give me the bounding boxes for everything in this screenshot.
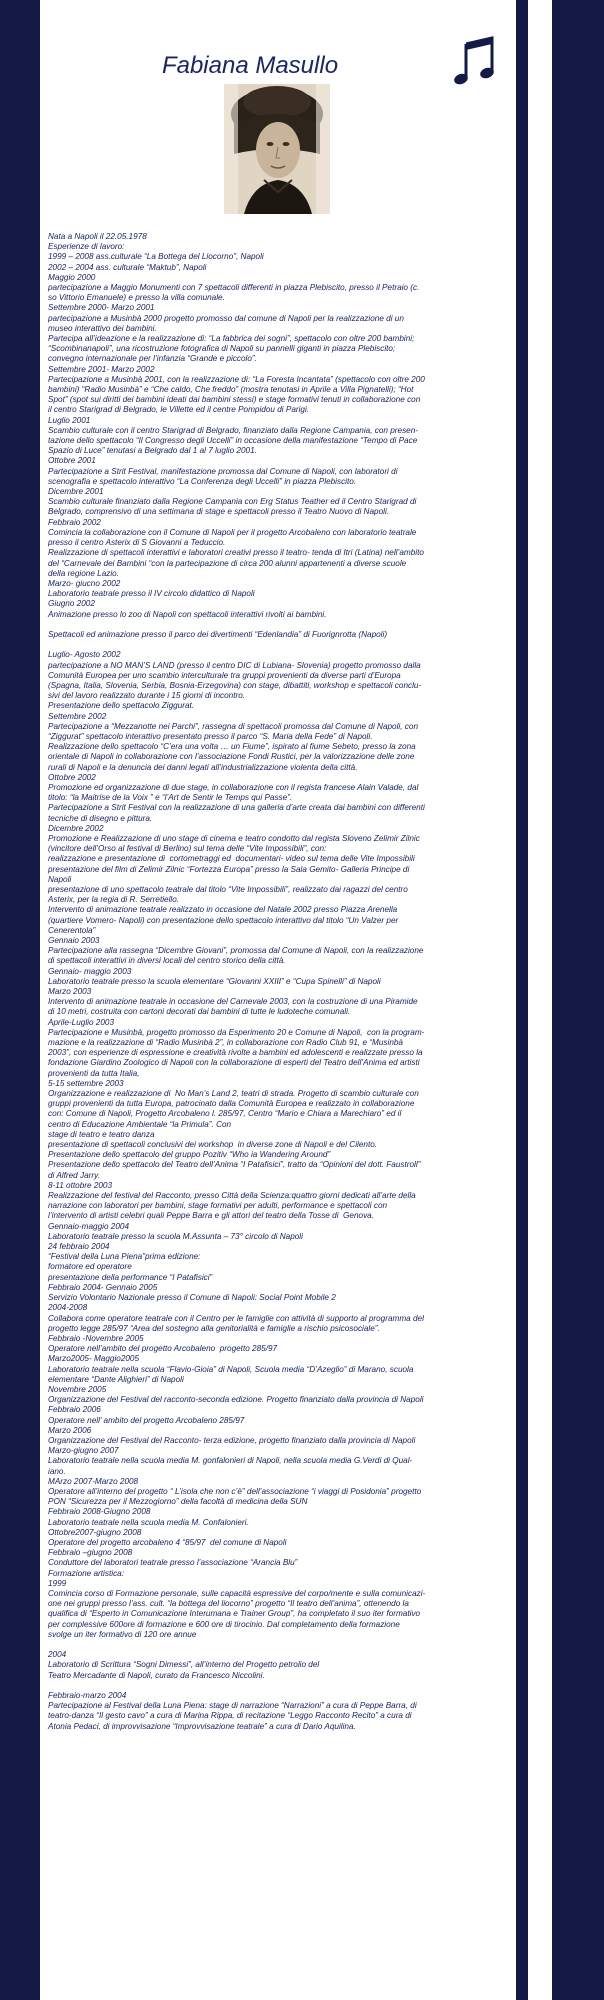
cv-line: progetto legge 285/97 “Area del sostegno alla genitorialità e famiglie a rischio psicosociale”. bbox=[48, 1323, 380, 1333]
cv-line: Febbraio 2004- Gennaio 2005 bbox=[48, 1282, 158, 1292]
cv-line: Realizzazione di spettacoli interattivi e laboratori creativi presso il teatro- tenda di Itri (Latina) nell’ambito bbox=[48, 548, 424, 558]
cv-line: Febbraio 2002 bbox=[48, 517, 101, 527]
cv-line: convegno internazionale per l’infanzia “Grande e piccolo”. bbox=[48, 354, 257, 364]
cv-line: Partecipazione a Strit Festival, manifestazione promossa dal Comune di Napoli, con laboratori di bbox=[48, 466, 398, 476]
page-title: Fabiana Masullo bbox=[161, 52, 339, 79]
cv-line: Presentazione dello spettacolo del Teatro dell’Anima “I Patafisici”, tratto da “Opinioni del dott. Faustroll” bbox=[48, 1160, 421, 1170]
cv-line: presentazione del film di Zelimir Zilnic “Fortezza Europa” presso la Sala Gemito- Galleria Principe di bbox=[48, 864, 410, 874]
cv-line: per complessive 600ore di formazione e 600 ore di tirocinio. Dal completamento della formazione bbox=[48, 1619, 400, 1629]
cv-line: bambini) “Radio Musinbà” e “Che caldo, Che freddo” (mostra tenutasi in Aprile a Villa Pignatelli); “Hot bbox=[48, 385, 414, 395]
cv-line: 2002 – 2004 ass. culturale “Maktub”, Napoli bbox=[48, 262, 207, 272]
cv-line: Aprile-Luglio 2003 bbox=[48, 1017, 114, 1027]
cv-line: della regione Lazio. bbox=[48, 568, 120, 578]
cv-line: partecipazione a NO MAN’S LAND (presso il centro DIC di Lubiana- Slovenia) progetto promosso dalla bbox=[48, 660, 421, 670]
cv-line: qualifica di “Esperto in Comunicazione Interumana e Trainer Group”, ha completato il suo iter formativo bbox=[48, 1609, 421, 1619]
cv-line: Partecipa all’ideazione e la realizzazione di: “La fabbrica dei sogni”, spettacolo con oltre 200 bambini; bbox=[48, 334, 415, 344]
cv-line: 2004-2008 bbox=[48, 1303, 88, 1313]
cv-line: (quartiere Vomero- Napoli) con presentazione dello spettacolo interattivo dal titolo “Un Valzer per bbox=[48, 915, 399, 925]
cv-line: Laboratorio teatrale presso il IV circolo didattico di Napoli bbox=[48, 589, 255, 599]
cv-line: Laboratorio teatrale presso la scuola elementare “Giovanni XXIII” e “Cupa Spinelli” di Napoli bbox=[48, 976, 381, 986]
cv-line: del “Carnevale dei Bambini “con la partecipazione di circa 200 alunni appartenenti a diverse scuole bbox=[48, 558, 407, 568]
cv-line: Laboratorio teatrale nella scuola media M. Confalonieri. bbox=[48, 1517, 249, 1527]
cv-line: Novembre 2005 bbox=[48, 1384, 107, 1394]
cv-line: Esperienze di lavoro: bbox=[48, 242, 125, 252]
cv-line: Napoli bbox=[48, 874, 72, 884]
cv-line: Operatore nell’ambito del progetto Arcobaleno progetto 285/97 bbox=[48, 1344, 278, 1354]
cv-line: Operatore nell’ ambito del progetto Arcobaleno 285/97 bbox=[48, 1415, 245, 1425]
cv-line: Settembre 2000- Marzo 2001 bbox=[48, 303, 155, 313]
cv-line: 2004 bbox=[48, 1650, 67, 1660]
cv-line: elementare “Dante Alighieri” di Napoli bbox=[48, 1374, 184, 1384]
cv-line: tazione dello spettacolo “Il Congresso degli Uccelli” in occasione della manifestazione “Tempo di Pace bbox=[48, 436, 418, 446]
blank-line bbox=[48, 1681, 508, 1691]
cv-line: presso il centro Asterix di S Giovanni a Teduccio. bbox=[48, 538, 226, 548]
cv-line: Organizzazione e realizzazione di No Man’s Land 2, teatri di strada. Progetto di scambio culturale con bbox=[48, 1089, 419, 1099]
cv-line: orientale di Napoli in collaborazione con l’associazione Fondi Rustici, per la valorizzazione delle zone bbox=[48, 752, 415, 762]
cv-line: Promozione ed organizzazione di due stage, in collaborazione con il regista francese Alain Valade, dal bbox=[48, 782, 419, 792]
cv-line: Febbraio 2008-Giugno 2008 bbox=[48, 1507, 151, 1517]
cv-line: Marzo2005- Maggio2005 bbox=[48, 1354, 140, 1364]
cv-line: Giugno 2002 bbox=[48, 599, 95, 609]
cv-line: Intervento di animazione teatrale realizzato in occasione del Natale 2002 presso Piazza Arenella bbox=[48, 905, 398, 915]
cv-line: Laboratorio teatrale nella scuola media M. gonfalonieri di Napoli, nella scuola media G.Verdi di Qual- bbox=[48, 1456, 413, 1466]
cv-line: Ottobre2007-giugno 2008 bbox=[48, 1527, 142, 1537]
cv-line: MArzo 2007-Marzo 2008 bbox=[48, 1476, 139, 1486]
cv-line: Nata a Napoli il 22.05.1978 bbox=[48, 232, 147, 241]
cv-line: Comincia corso di Formazione personale, sulle capacità espressive del corpo/mente e sulla comunicazi- bbox=[48, 1588, 426, 1598]
music-note-icon bbox=[452, 34, 498, 88]
cv-line: presentazione della performance “I Patafisici” bbox=[48, 1272, 213, 1282]
cv-line: svolge un iter formativo di 120 ore annue bbox=[48, 1629, 197, 1639]
cv-line: Comunità Europea per uno scambio interculturale tra gruppi provenienti da diverse parti d’Europa bbox=[48, 670, 401, 680]
cv-line: realizzazione e presentazione di cortometraggi ed documentari- video sul tema delle Vite Impossibili bbox=[48, 854, 415, 864]
cv-line: Laboratorio di Scrittura “Sogni Dimessi”, all’interno del Progetto petrolio del bbox=[48, 1660, 320, 1670]
cv-line: Marzo-giugno 2007 bbox=[48, 1446, 119, 1456]
cv-line: Operatore all’interno del progetto “ L’isola che non c’è” dell’associazione “i viaggi di Posidonia” progetto bbox=[48, 1486, 422, 1496]
portrait-photo bbox=[224, 84, 330, 214]
cv-line: Partecipazione e Musinbà, progetto promosso da Esperimento 20 e Comune di Napoli, con la program- bbox=[48, 1027, 425, 1037]
cv-line: 5-15 settembre 2003 bbox=[48, 1078, 124, 1088]
cv-line: Luglio 2001 bbox=[48, 415, 91, 425]
left-border-bar bbox=[0, 0, 40, 2000]
cv-line: Scambio culturale finanziato dalla Regione Campania con Erg Status Teather ed il Centro Starigrad di bbox=[48, 497, 417, 507]
cv-line: Comincia la collaborazione con il Comune di Napoli per il progetto Arcobaleno con laboratorio teatrale bbox=[48, 527, 417, 537]
cv-line: Teatro Mercadante di Napoli, curato da Francesco Niccolini. bbox=[48, 1670, 265, 1680]
cv-line: rurali di Napoli e la denuncia dei danni legati all’industrializzazione violenta della città. bbox=[48, 762, 358, 772]
cv-line: Ottobre 2002 bbox=[48, 772, 96, 782]
cv-line: 2003”, con esperienze di espressione e creatività rivolte a bambini ed adolescenti e realizzate presso la bbox=[48, 1048, 423, 1058]
cv-line: Collabora come operatore teatrale con il Centro per le famiglie con attività di supporto al programma del bbox=[48, 1313, 424, 1323]
cv-line: Spot” (spot sui diritti dei bambini ideati dai bambini stessi) e stage formativi tenuti in collaborazione con bbox=[48, 395, 421, 405]
cv-line: gruppi provenienti da tutta Europa, patrocinato dalla Comunità Europea e realizzato in collaborazione bbox=[48, 1099, 415, 1109]
cv-line: 1999 – 2008 ass.culturale “La Bottega del Liocorno”, Napoli bbox=[48, 252, 264, 262]
cv-line: Asterix, per la regia di R. Serretiello. bbox=[48, 895, 180, 905]
blank-line bbox=[48, 640, 508, 650]
cv-line: iano. bbox=[48, 1466, 66, 1476]
cv-line: Maggio 2000 bbox=[48, 272, 96, 282]
cv-line: Febbraio -Novembre 2005 bbox=[48, 1333, 144, 1343]
cv-line: Formazione artistica: bbox=[48, 1568, 124, 1578]
cv-text bbox=[48, 232, 508, 1732]
cv-line: Organizzazione del Festival del racconto-seconda edizione. Progetto finanziato dalla provincia di Napoli bbox=[48, 1395, 424, 1405]
cv-line: formatore ed operatore bbox=[48, 1262, 132, 1272]
cv-line: teatro-danza “Il gesto cavo” a cura di Marina Rippa, di recitazione “Leggo Racconto Recito” a cura di bbox=[48, 1711, 412, 1721]
cv-line: fondazione Giardino Zoologico di Napoli con la collaborazione di esperti del Teatro dell’Anima ed artisti bbox=[48, 1058, 420, 1068]
cv-line: Marzo- giucno 2002 bbox=[48, 578, 121, 588]
cv-line: partecipazione a Musinbà 2000 progetto promosso dal comune di Napoli per la realizzazione di un bbox=[48, 313, 404, 323]
cv-line: Presentazione dello spettacolo Ziggurat. bbox=[48, 701, 195, 711]
cv-line: Laboratorio teatrale nella scuola “Flavio-Gioia” di Napoli, Scuola media “D’Azeglio” di Marano, scuola bbox=[48, 1364, 414, 1374]
cv-line: 24 febbraio 2004 bbox=[48, 1242, 110, 1252]
cv-line: Animazione presso lo zoo di Napoli con spettacoli interattivi rivolti ai bambini. bbox=[48, 609, 327, 619]
cv-line: il centro Starigrad di Belgrado, le Villette ed il centre Pompidou di Parigi. bbox=[48, 405, 310, 415]
cv-line: “Scombinanapoli”, una ricostruzione fotografica di Napoli su pannelli giganti in piazza Plebiscito; bbox=[48, 344, 396, 354]
cv-line: Gennaio-maggio 2004 bbox=[48, 1221, 130, 1231]
cv-line: stage di teatro e teatro danza bbox=[48, 1129, 155, 1139]
cv-line: Laboratorio teatrale presso la scuola M.Assunta – 73° circolo di Napoli bbox=[48, 1231, 303, 1241]
cv-line: “Festival della Luna Piena”prima edizione: bbox=[48, 1252, 201, 1262]
cv-line: centro di Educazione Ambientale “la Primula”. Con bbox=[48, 1119, 232, 1129]
cv-line: narrazione con laboratori per bambini, stage formativi per adulti, performance e spettacoli con bbox=[48, 1201, 388, 1211]
cv-line: Servizio Volontario Nazionale presso il Comune di Napoli: Social Point Mobile 2 bbox=[48, 1293, 336, 1303]
cv-line: di 10 metri, costruita con cartoni decorati dai bambini di tutte le ludoteche comunali. bbox=[48, 1007, 351, 1017]
cv-line: “Ziggurat” spettacolo interattivo presentato presso il parco “S. Maria della Fede” di Napoli. bbox=[48, 731, 373, 741]
cv-line: (Spagna, Italia, Slovenia, Serbia, Bosnia-Erzegovina) con stage, dibattiti, workshop e spettacoli conclu- bbox=[48, 680, 422, 690]
cv-line: Intervento di animazione teatrale in occasione del Carnevale 2003, con la costruzione di una Piramide bbox=[48, 997, 418, 1007]
cv-line: Febbraio-marzo 2004 bbox=[48, 1690, 127, 1700]
cv-line: di spettacoli interattivi in diversi locali del centro storico della città. bbox=[48, 956, 286, 966]
cv-line: Febbraio 2006 bbox=[48, 1405, 101, 1415]
cv-line: presentazione di uno spettacolo teatrale dal titolo “Vite Impossibili”, realizzato dai ragazzi del centro bbox=[48, 884, 408, 894]
cv-line: Cenerentola” bbox=[48, 925, 96, 935]
cv-line: Dicembre 2002 bbox=[48, 823, 104, 833]
cv-line: sivi del lavoro realizzato durante i 15 giorni di incontro. bbox=[48, 691, 246, 701]
cv-line: scenografia e spettacolo interattivo “La Conferenza degli Uccelli” in piazza Plebiscito. bbox=[48, 476, 357, 486]
cv-line: Spazio di Luce” tenutasi a Belgrado dal 1 al 7 luglio 2001. bbox=[48, 446, 257, 456]
cv-line: Operatore del progetto arcobaleno 4 “85/97 del comune di Napoli bbox=[48, 1537, 287, 1547]
cv-line: Atonia Pedaci, di improvvisazione “Improvvisazione teatrale” a cura di Dario Aquilina. bbox=[48, 1721, 356, 1731]
cv-line: Partecipazione a “Mezzanotte nei Parchi”, rassegna di spettacoli promossa dal Comune di Napoli, con bbox=[48, 721, 418, 731]
cv-line: museo interattivo dei bambini. bbox=[48, 323, 157, 333]
cv-line: Dicembre 2001 bbox=[48, 487, 104, 497]
right-outer-border-bar bbox=[552, 0, 604, 2000]
cv-line: l’intervento di artisti celebri quali Peppe Barra e gli attori del teatro della Tosse di Genova. bbox=[48, 1211, 375, 1221]
cv-line: partecipazione a Maggio Monumenti con 7 spettacoli differenti in piazza Plebiscito, presso il Petraio (c. bbox=[48, 283, 420, 293]
cv-line: Partecipazione alla rassegna “Dicembre Giovani”, promossa dal Comune di Napoli, con la realizzazione bbox=[48, 946, 424, 956]
cv-line: Realizzazione del festival del Racconto, presso Città della Scienza:quattro giorni dedicati all’arte della bbox=[48, 1191, 416, 1201]
cv-line: Belgrado, comprensivo di una settimana di stage e spettacoli presso il Teatro Nuovo di Napoli. bbox=[48, 507, 390, 517]
cv-line: provenienti da tutta Italia, bbox=[48, 1068, 140, 1078]
cv-line: PON “Sicurezza per il Mezzogiorno” della facoltà di medicina della SUN bbox=[48, 1497, 308, 1507]
cv-line: 1999 bbox=[48, 1578, 67, 1588]
cv-line: Marzo 2006 bbox=[48, 1425, 92, 1435]
cv-line: titolo: “la Maitrise de la Voix ” e “l’Art de Sentir le Temps qui Passe”. bbox=[48, 793, 293, 803]
right-border-bar bbox=[516, 0, 528, 2000]
cv-line: presentazione di spettacoli conclusivi dei workshop in diverse zone di Napoli e del Cilento. bbox=[48, 1140, 378, 1150]
cv-line: Ottobre 2001 bbox=[48, 456, 96, 466]
cv-line: Febbraio –giugno 2008 bbox=[48, 1548, 133, 1558]
cv-line: so Vittorio Emanuele) e presso la villa comunale. bbox=[48, 293, 225, 303]
cv-line: Settembre 2001- Marzo 2002 bbox=[48, 364, 155, 374]
cv-line: mazione e la realizzazione di “Radio Musinbà 2”, in collaborazione con Radio Club 91, e “Musinbà bbox=[48, 1038, 403, 1048]
cv-line: Luglio- Agosto 2002 bbox=[48, 650, 121, 660]
cv-line: Presentazione dello spettacolo del gruppo Pozitiv “Who ia Wandering Around” bbox=[48, 1150, 331, 1160]
right-white-strip bbox=[528, 0, 552, 2000]
cv-line: 8-11 ottobre 2003 bbox=[48, 1180, 113, 1190]
cv-line: Partecipazione a Strit Festival con la realizzazione di una galleria d’arte creata dai bambini con differenti bbox=[48, 803, 425, 813]
cv-line: Gennaio- maggio 2003 bbox=[48, 966, 132, 976]
cv-line: di Alfred Jarry. bbox=[48, 1170, 100, 1180]
cv-line: Spettacoli ed animazione presso il parco dei divertimenti “Edenlandia” di Fuorignrotta (Napoli) bbox=[48, 629, 388, 639]
blank-line bbox=[48, 620, 508, 630]
cv-line: Partecipazione a Musinbà 2001, con la realizzazione di: “La Foresta Incantata” (spettacolo con oltre 200 bbox=[48, 374, 425, 384]
cv-line: Organizzazione del Festival del Racconto- terza edizione, progetto finanziato dalla provincia di Napoli bbox=[48, 1435, 416, 1445]
cv-line: con: Comune di Napoli, Progetto Arcobaleno l. 285/97, Centro “Mario e Chiara a Marechiaro” ed il bbox=[48, 1109, 402, 1119]
cv-line: (vincitore dell’Orso al festival di Berlino) sul tema delle “Vite Impossibili”, con: bbox=[48, 844, 327, 854]
blank-line bbox=[48, 1640, 508, 1650]
cv-line: Promozione e Realizzazione di uno stage di cinema e teatro condotto dal regista Sloveno Zelimir Zilnic bbox=[48, 833, 420, 843]
cv-line: Partecipazione al Festival della Luna Piena: stage di narrazione “Narrazioni” a cura di Peppe Barra, di bbox=[48, 1701, 417, 1711]
cv-line: tecniche di disegno e pittura. bbox=[48, 813, 153, 823]
cv-line: Realizzazione dello spettacolo “C’era una volta … un Fiume”, ispirato al fiume Sebeto, presso la zona bbox=[48, 742, 416, 752]
cv-line: Marzo 2003 bbox=[48, 987, 92, 996]
cv-line: one nei gruppi presso l’ass. cult. “la bottega del liocorno” progetto “Il teatro dell’anima”, ottenendo la bbox=[48, 1599, 409, 1609]
cv-line: Conduttore del laboratori teatrale presso l’associazione “Arancia Blu” bbox=[48, 1558, 298, 1568]
cv-line: Settembre 2002 bbox=[48, 711, 107, 721]
cv-line: Gennaio 2003 bbox=[48, 935, 100, 945]
cv-paper bbox=[40, 0, 516, 2000]
cv-line: Scambio culturale con il centro Starigrad di Belgrado, finanziato dalla Regione Campania, con presen- bbox=[48, 425, 419, 435]
